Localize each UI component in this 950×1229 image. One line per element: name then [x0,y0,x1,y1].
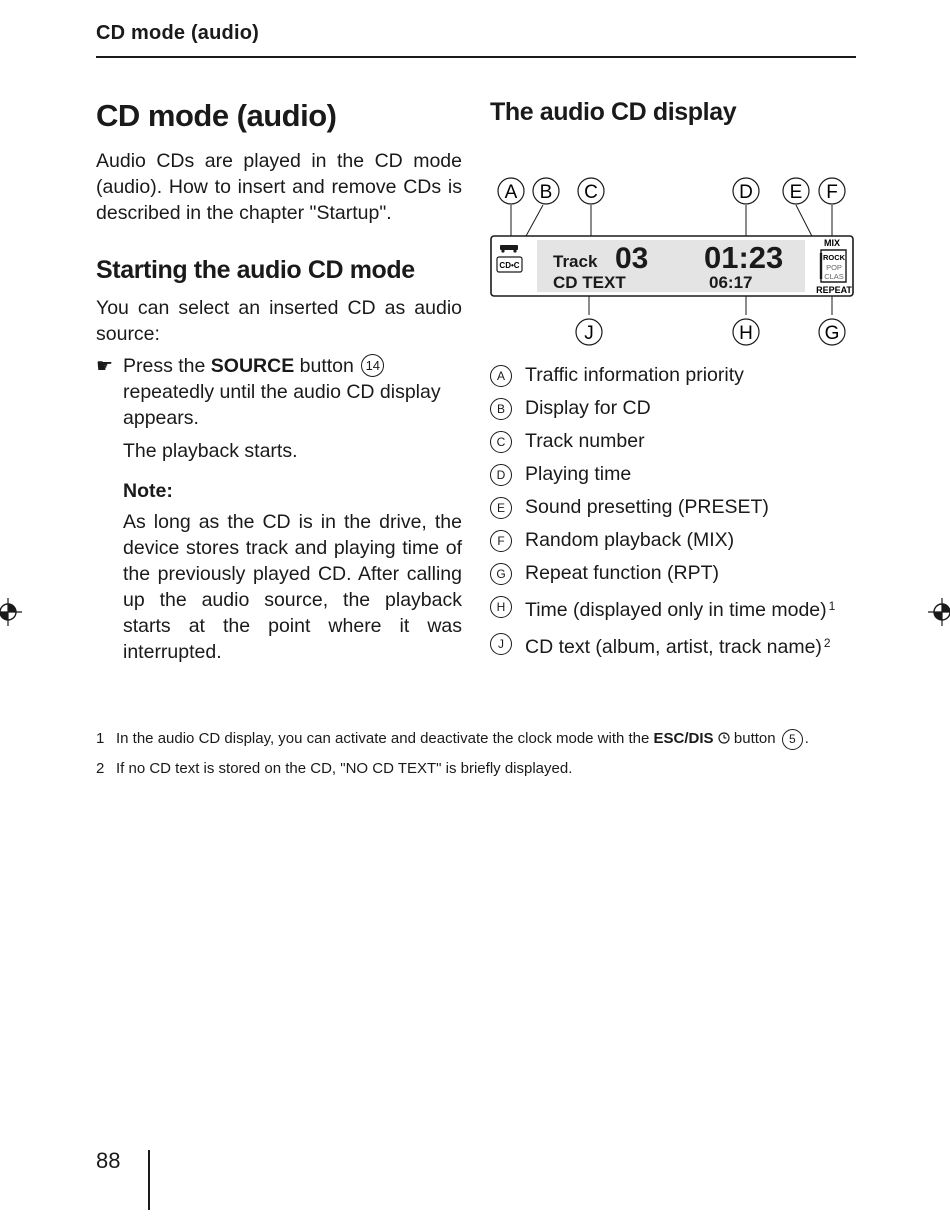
cd-display-diagram [490,137,870,344]
step-text-middle: button [294,355,360,377]
callout-j-label: J [584,323,594,344]
callout-d-label: D [739,182,753,203]
clock-icon [718,732,730,744]
playback-text: The playback starts. [123,440,298,462]
legend-item [490,359,870,392]
legend-item [490,557,870,590]
page-number-rule [148,1150,150,1210]
bottom-callouts [490,315,870,355]
header-rule [96,56,856,58]
legend-text: Time (displayed only in time mode) [525,599,827,621]
legend-key: H [490,596,512,618]
legend-item [490,392,870,425]
legend-item [490,458,870,491]
intro-paragraph: Audio CDs are played in the CD mode (audio). How to insert and remove CDs is described in the chapter "Startup". [96,150,462,224]
footnote-text: If no CD text is stored on the CD, "NO CD TEXT" is briefly displayed. [116,760,573,777]
step-button-name: SOURCE [210,355,295,377]
footnote-1 [96,728,856,750]
step-button-number: 14 [361,354,384,377]
page-title: CD mode (audio) [96,98,337,133]
repeat-indicator: REPEAT [816,285,852,295]
legend-item [490,425,870,458]
pointing-hand-icon: ☛ [96,356,114,377]
callout-b [533,178,559,204]
right-column [490,92,870,664]
note-title: Note: [123,480,173,502]
callout-e [783,178,809,204]
legend-key: C [490,431,512,453]
callout-c-label: C [584,182,598,203]
cd-display-illustration [490,137,870,317]
page-number: 88 [96,1148,121,1173]
footnote-button-number: 5 [782,729,803,750]
legend-text: Repeat function (RPT) [525,562,720,584]
footnote-text-after: button [729,730,780,747]
legend-key: F [490,530,512,552]
callout-h [733,319,759,345]
display-section-title: The audio CD display [490,98,737,126]
registration-mark-right [928,598,950,626]
legend-text: Random playback (MIX) [525,529,735,551]
legend-text: Track number [525,430,645,452]
footnote-number: 1 [96,730,105,747]
legend-key: B [490,398,512,420]
mix-indicator: MIX [823,238,841,248]
legend-text: Playing time [525,463,632,485]
preset-clas: CLAS [824,272,844,281]
callout-f-label: F [826,182,838,203]
legend-text: Traffic information priority [525,364,744,386]
preset-rock: ROCK [822,253,846,262]
legend-key: D [490,464,512,486]
footnote-ref: 1 [828,599,836,613]
step-text-before: Press the [123,355,211,377]
footnote-text-before: In the audio CD display, you can activate and deactivate the clock mode with the [116,730,654,747]
footnote-ref: 2 [823,636,831,650]
callout-g-label: G [824,323,840,344]
footnotes [96,728,856,788]
legend-key: J [490,633,512,655]
instruction-step [96,353,462,431]
track-number: 03 [615,242,649,275]
step-text-after: repeatedly until the audio CD display appears. [123,381,441,429]
legend-item [490,524,870,557]
callout-j-overlay [576,319,602,345]
footnote-number: 2 [96,760,105,777]
section-title-starting: Starting the audio CD mode [96,256,415,284]
legend-text: Sound presetting (PRESET) [525,496,769,518]
footnote-button-name: ESC/DIS [653,730,714,747]
callout-h-label: H [739,323,753,344]
start-paragraph: You can select an inserted CD as audio source: [96,297,462,345]
preset-pop: POP [826,263,842,272]
legend-text: Display for CD [525,397,651,419]
callout-a-label: A [504,182,518,203]
footnote-2 [96,758,856,780]
playing-time: 01:23 [704,240,784,275]
legend-text: CD text (album, artist, track name) [525,636,822,658]
track-label: Track [553,252,598,271]
callout-g [819,319,845,345]
callout-b-label: B [539,182,553,203]
legend-item [490,491,870,524]
callout-e-label: E [789,182,803,203]
legend-item [490,627,870,664]
legend-item [490,590,870,627]
display-legend [490,359,870,664]
callout-c [578,178,604,204]
legend-key: A [490,365,512,387]
cd-text-field: CD TEXT [553,273,626,292]
legend-key: G [490,563,512,585]
callout-f [819,178,845,204]
footnote-end: . [804,730,809,747]
clock-time: 06:17 [709,273,753,292]
note-text: As long as the CD is in the drive, the device stores track and playing time of the previously played CD. After calling up the audio source, the playback starts at the point where it was interrupted. [123,511,462,663]
legend-key: E [490,497,512,519]
cd-indicator-label: CD•C [499,261,520,270]
callout-a [498,178,524,204]
left-column [96,92,462,665]
running-header: CD mode (audio) [96,22,259,44]
registration-mark-left [0,598,22,626]
callout-d [733,178,759,204]
